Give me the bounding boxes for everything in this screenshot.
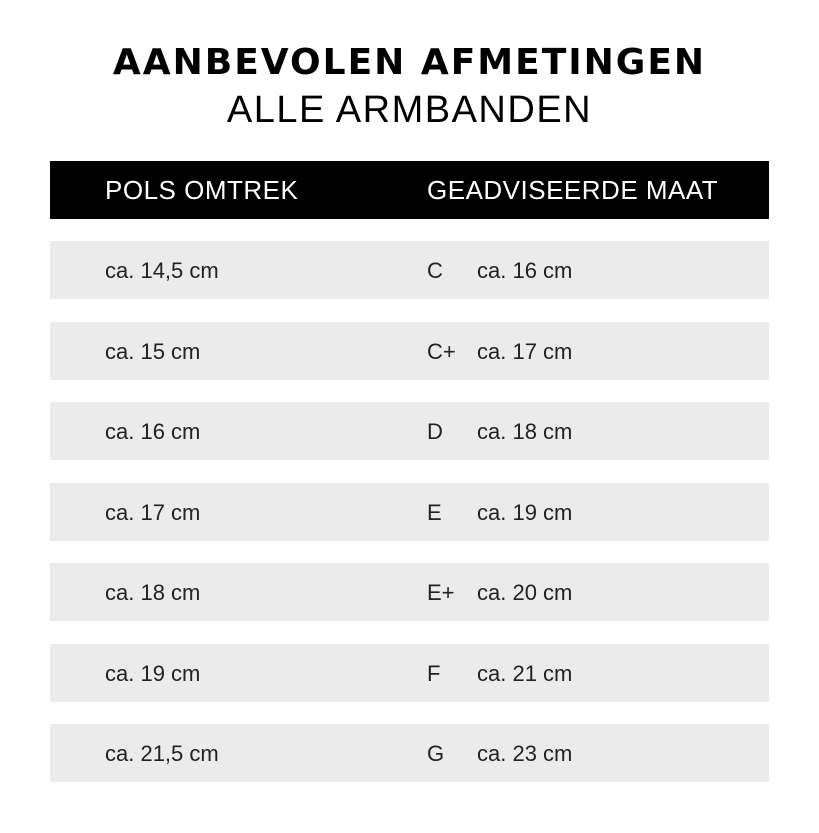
- column-header-size: GEADVISEERDE MAAT: [427, 175, 719, 205]
- page-title: AANBEVOLEN AFMETINGEN: [112, 42, 707, 83]
- size-table: [50, 241, 769, 805]
- column-header-wrist: POLS OMTREK: [105, 175, 299, 205]
- table-row: [50, 241, 769, 299]
- table-row: [50, 644, 769, 702]
- wrist-cell: ca. 19 cm: [105, 660, 201, 686]
- size-cell: E+: [427, 580, 455, 605]
- table-row: [50, 402, 769, 460]
- wrist-cell: ca. 21,5 cm: [105, 741, 219, 766]
- length-cell: ca. 16 cm: [477, 258, 573, 283]
- wrist-cell: ca. 14,5 cm: [105, 258, 219, 283]
- wrist-cell: ca. 15 cm: [105, 338, 201, 364]
- wrist-cell: ca. 18 cm: [105, 580, 201, 605]
- table-row: [50, 563, 769, 621]
- size-cell: G: [427, 741, 445, 766]
- length-cell: ca. 18 cm: [477, 419, 573, 444]
- size-cell: E: [427, 499, 442, 525]
- size-cell: C: [427, 258, 443, 283]
- table-row: [50, 322, 769, 380]
- size-cell: F: [427, 660, 441, 686]
- size-cell: D: [427, 419, 443, 444]
- wrist-cell: ca. 17 cm: [105, 499, 201, 525]
- table-row: [50, 483, 769, 541]
- size-cell: C+: [427, 338, 456, 364]
- length-cell: ca. 17 cm: [477, 338, 573, 364]
- page-subtitle: ALLE ARMBANDEN: [226, 89, 593, 131]
- wrist-cell: ca. 16 cm: [105, 419, 201, 444]
- table-row: [50, 724, 769, 782]
- length-cell: ca. 23 cm: [477, 741, 573, 766]
- length-cell: ca. 20 cm: [477, 580, 573, 605]
- length-cell: ca. 21 cm: [477, 660, 573, 686]
- length-cell: ca. 19 cm: [477, 499, 573, 525]
- table-header: [50, 161, 769, 219]
